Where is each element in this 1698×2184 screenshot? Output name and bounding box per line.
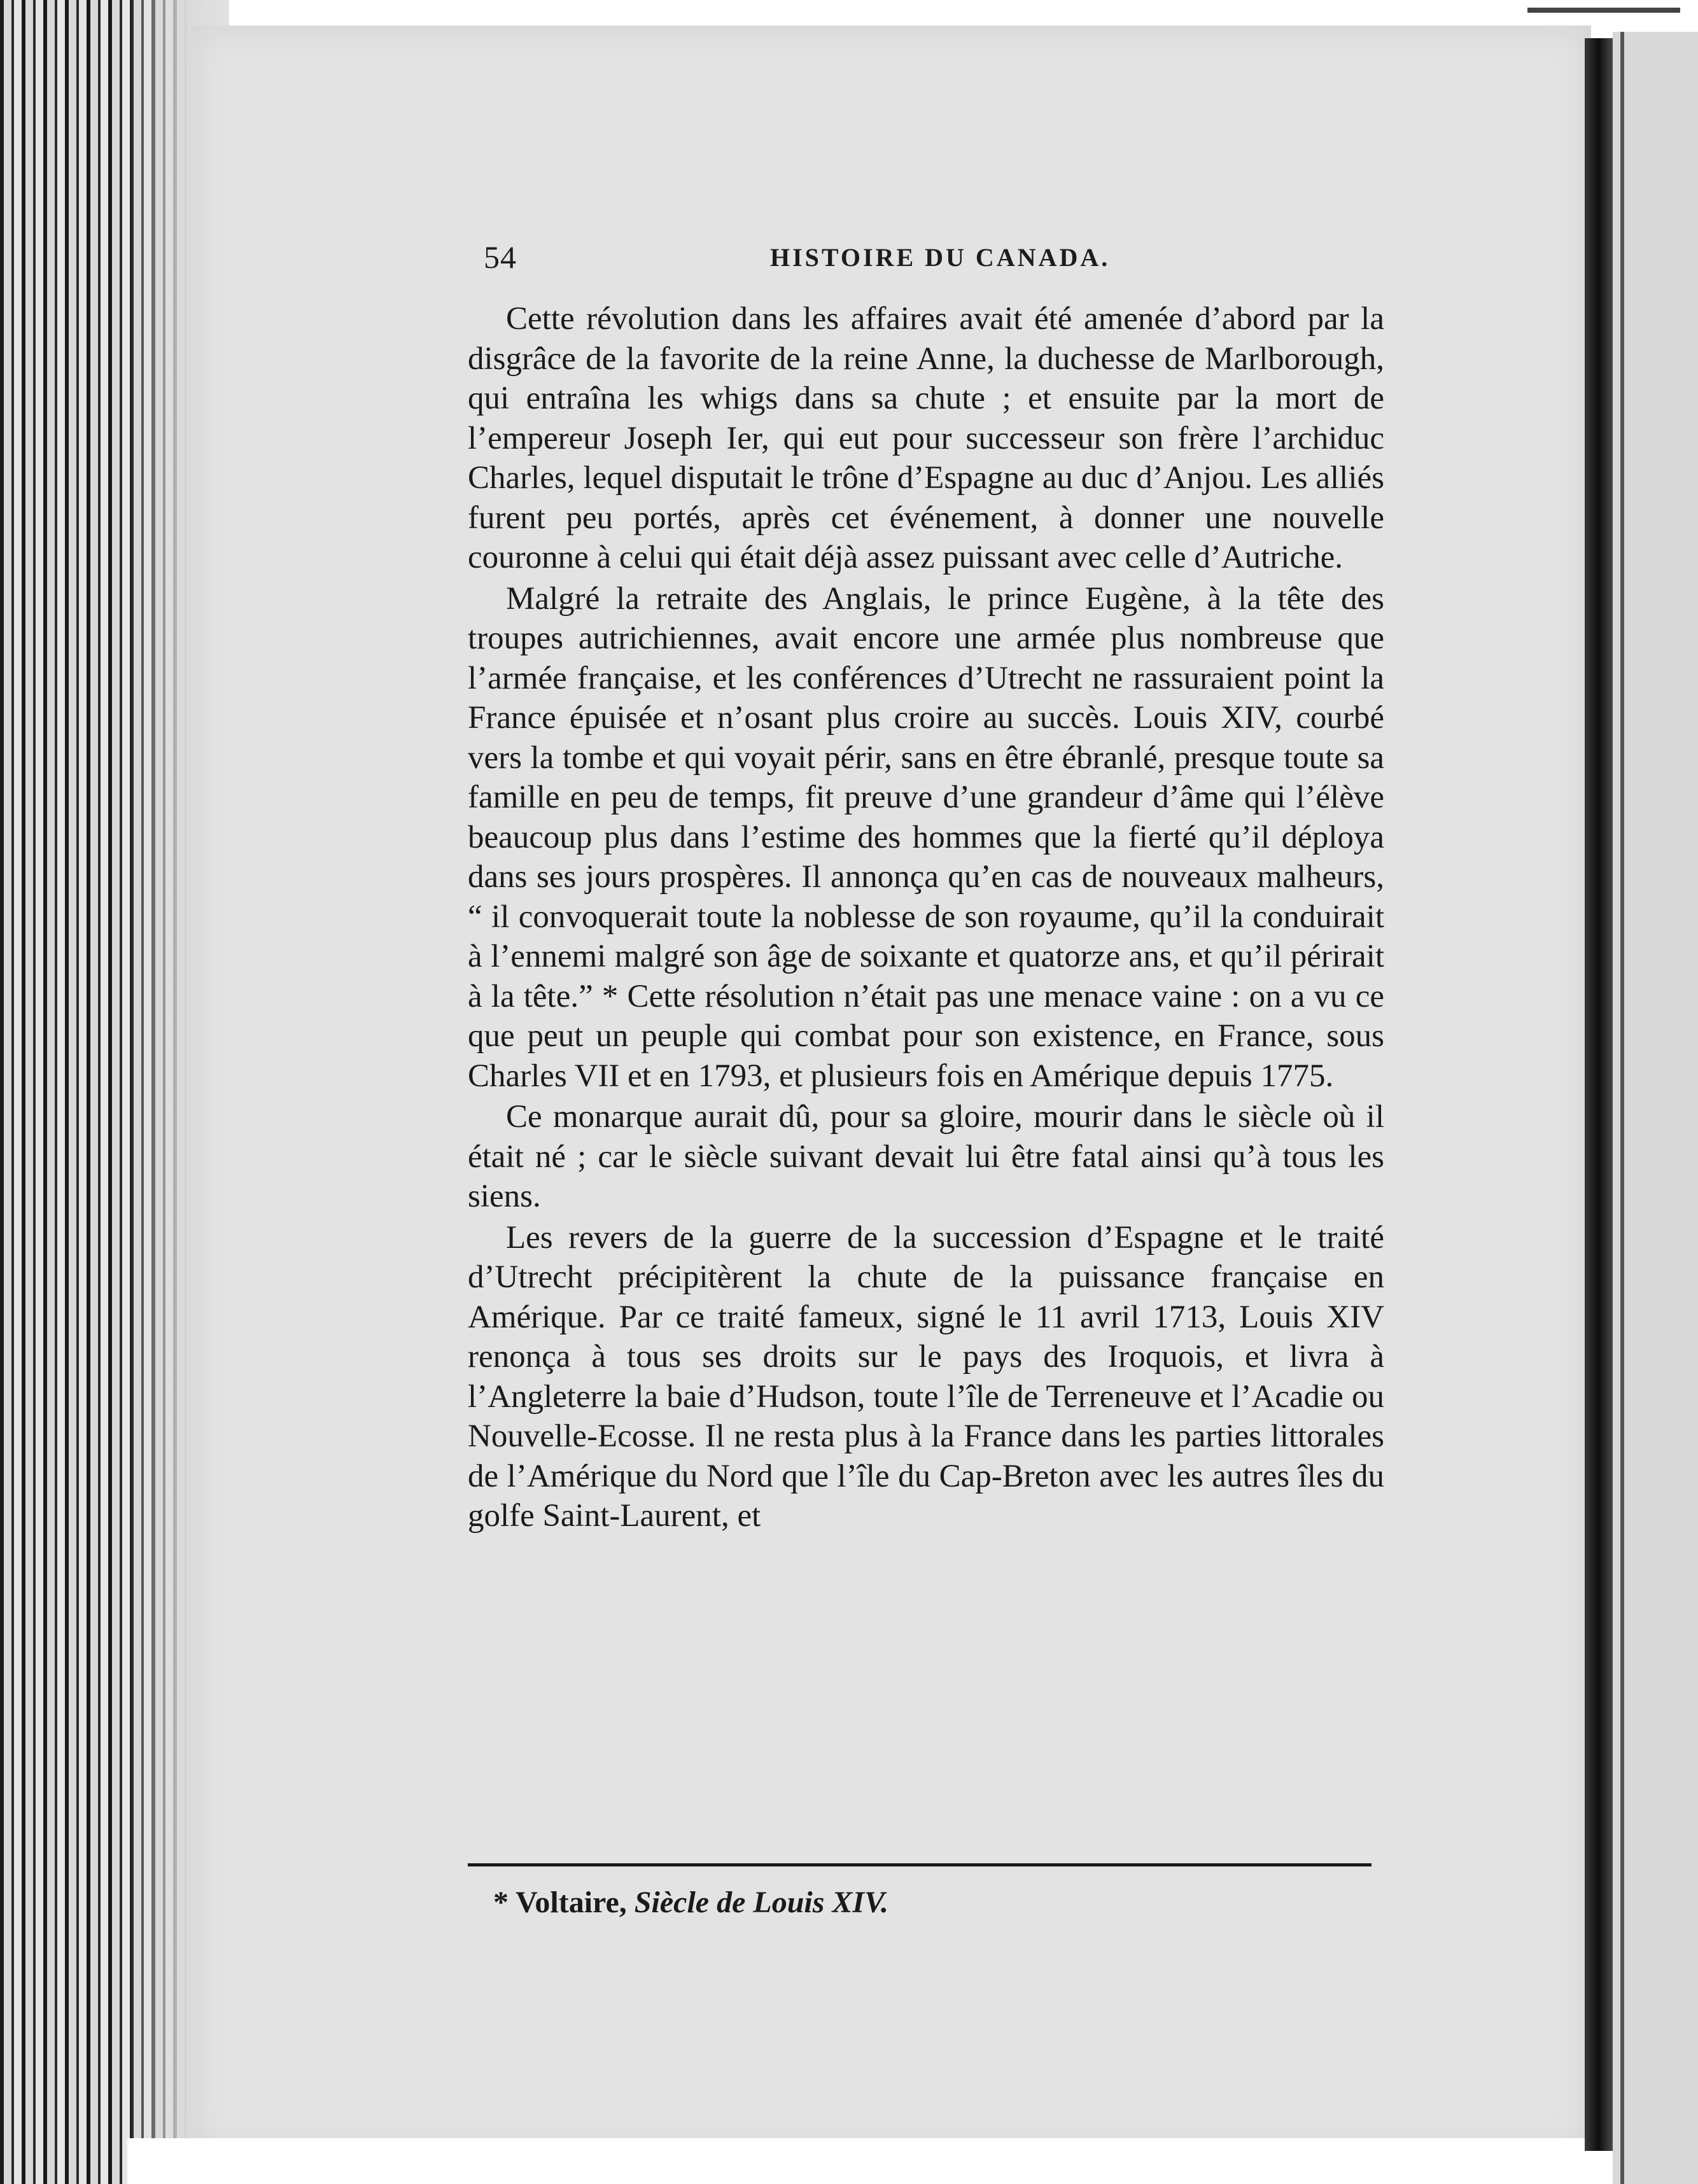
footnote-author: Voltaire, <box>516 1886 627 1919</box>
footnote-work-title: Siècle de Louis XIV. <box>634 1886 888 1919</box>
scan-margin-bottom <box>127 2138 1591 2184</box>
book-gutter <box>1585 38 1613 2151</box>
footnote <box>493 1884 1372 1922</box>
paragraph: Ce monarque aurait dû, pour sa gloire, mourir dans le siècle où il était né ; car le siècle suivant devait lui être fatal ainsi qu’à tous les siens. <box>468 1099 1384 1214</box>
footnote-rule <box>468 1863 1372 1866</box>
paragraph: Malgré la retraite des Anglais, le prince Eugène, à la tête des troupes autrichiennes, avait encore une armée plus nombreuse que l’armée française, et les conférences d’Utrecht ne rassuraient point la France épuisée et n’osant plus croire au succès. Louis XIV, courbé vers la tombe et qui voyait périr, sans en être ébranlé, presque toute sa famille en peu de temps, fit preuve d’une grandeur d’âme qui l’élève beaucoup plus dans l’estime des hommes que la fierté qu’il déploya dans ses jours prospères. Il annonça qu’en cas de nouveaux malheurs, “ il convoquerait toute la noblesse de son royaume, qu’il la conduirait à l’ennemi malgré son âge de soixante et quatorze ans, et qu’il périrait à la tête.” * Cette résolution n’était pas une menace vaine : on a vu ce que peut un peuple qui combat pour son existence, en France, sous Charles VII et en 1793, et plusieurs fois en Amérique depuis 1775. <box>468 580 1384 1094</box>
page-number: 54 <box>484 239 517 275</box>
paragraph: Cette révolution dans les affaires avait été amenée d’abord par la disgrâce de la favorite de la reine Anne, la duchesse de Marlborough, qui entraîna les whigs dans sa chute ; et ensuite par la mort de l’empereur Joseph Ier, qui eut pour successeur son frère l’archiduc Charles, lequel disputait le trône d’Espagne au duc d’Anjou. Les alliés furent peu portés, après cet événement, à donner une nouvelle couronne à celui qui était déjà assez puissant avec celle d’Autriche. <box>468 301 1384 575</box>
running-title: HISTOIRE DU CANADA. <box>770 243 1111 272</box>
scan-edge-mark <box>1527 8 1680 13</box>
running-head <box>484 239 1400 277</box>
body-text <box>468 299 1384 1537</box>
footnote-marker: * <box>493 1886 509 1919</box>
facing-page-edge <box>1613 32 1698 2184</box>
paragraph: Les revers de la guerre de la succession d’Espagne et le traité d’Utrecht précipitèrent la chute de la puissance française en Amérique. Par ce traité fameux, signé le 11 avril 1713, Louis XIV renonça à tous ses droits sur le pays des Iroquois, et livra à l’Angleterre la baie d’Hudson, toute l’île de Terreneuve et l’Acadie ou Nouvelle-Ecosse. Il ne resta plus à la France dans les parties littorales de l’Amérique du Nord que l’île du Cap-Breton avec les autres îles du golfe Saint-Laurent, et <box>468 1219 1384 1534</box>
